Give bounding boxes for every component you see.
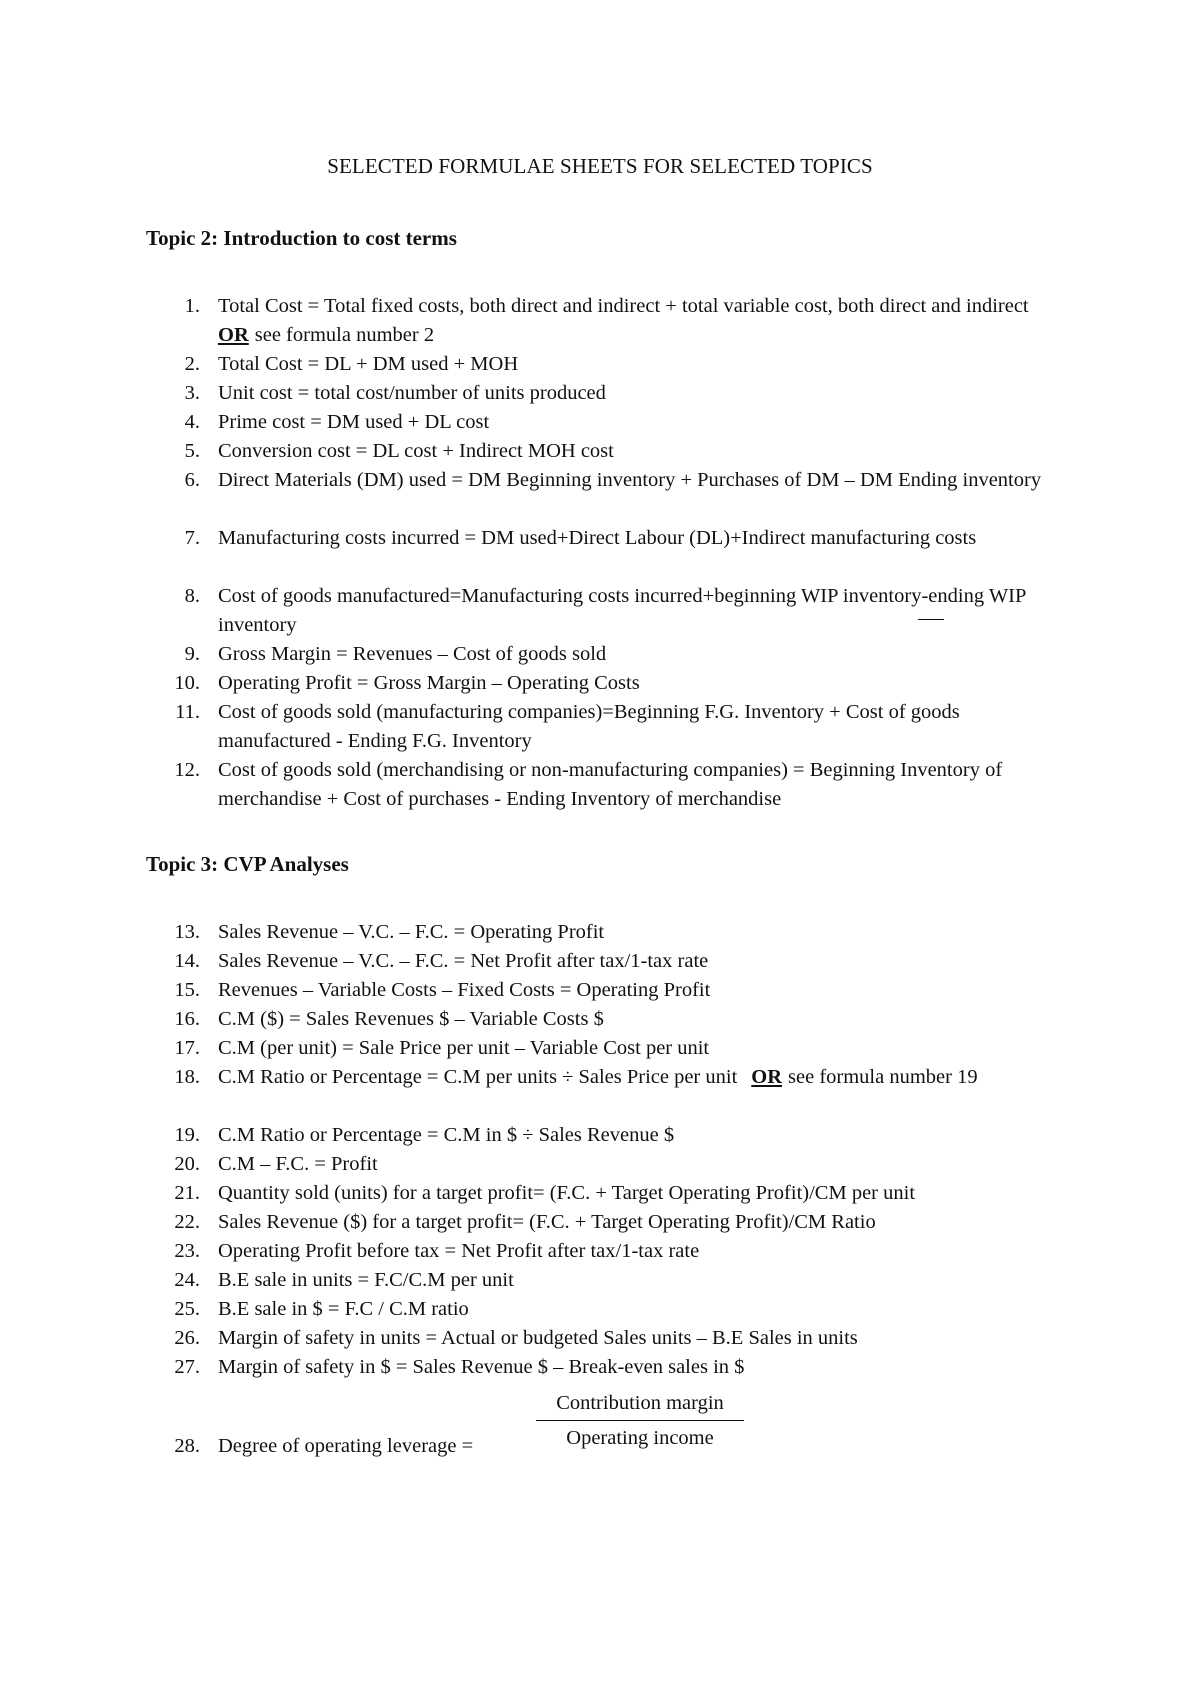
formula-number: 5. — [184, 440, 200, 462]
formula-number: 15. — [174, 979, 200, 1001]
formula-item-17 — [146, 1034, 1076, 1063]
formula-number: 28. — [174, 1435, 200, 1457]
or-marker: OR — [218, 324, 249, 346]
formula-text: Cost of goods sold (manufacturing companies)=Beginning F.G. Inventory + Cost of goods manufactured - Ending F.G. Inventory — [218, 701, 960, 752]
formula-number: 18. — [174, 1066, 200, 1088]
formula-item-11 — [146, 698, 1076, 756]
formula-text: Sales Revenue ($) for a target profit= (F.C. + Target Operating Profit)/CM Ratio — [218, 1211, 876, 1233]
formula-number: 2. — [184, 353, 200, 375]
formula-text: Unit cost = total cost/number of units produced — [218, 382, 606, 404]
formula-number: 20. — [174, 1153, 200, 1175]
formula-item-26 — [146, 1324, 1076, 1353]
formula-number: 25. — [174, 1298, 200, 1320]
formula-item-27 — [146, 1353, 1076, 1382]
formula-item-2 — [146, 350, 1076, 379]
formula-text: Total Cost = DL + DM used + MOH — [218, 353, 519, 375]
formula-text: Total Cost = Total fixed costs, both direct and indirect + total variable cost, both direct and indirectOR see formula number 2 — [218, 295, 1029, 346]
formula-text: Sales Revenue – V.C. – F.C. = Operating Profit — [218, 921, 605, 943]
formula-text: Operating Profit = Gross Margin – Operating Costs — [218, 672, 640, 694]
formula-item-9 — [146, 640, 1076, 669]
formula-item-3 — [146, 379, 1076, 408]
formula-number: 8. — [184, 585, 200, 607]
topic-heading-3: Topic 3: CVP Analyses — [146, 852, 349, 876]
formula-item-21 — [146, 1179, 1076, 1208]
fraction-numerator: Contribution margin — [556, 1392, 724, 1414]
formula-number: 6. — [184, 469, 200, 491]
formula-text: Gross Margin = Revenues – Cost of goods sold — [218, 643, 607, 665]
formula-number: 13. — [174, 921, 200, 943]
formula-text: Quantity sold (units) for a target profit= (F.C. + Target Operating Profit)/CM per unit — [218, 1182, 916, 1204]
formula-text: Operating Profit before tax = Net Profit after tax/1-tax rate — [218, 1240, 700, 1262]
formula-number: 9. — [184, 643, 200, 665]
formula-text: Revenues – Variable Costs – Fixed Costs = Operating Profit — [218, 979, 711, 1001]
formula-item-16 — [146, 1005, 1076, 1034]
fraction-denominator: Operating income — [566, 1427, 714, 1449]
formula-item-8 — [146, 582, 1076, 640]
formula-item-14 — [146, 947, 1076, 976]
formula-text: Direct Materials (DM) used = DM Beginning inventory + Purchases of DM – DM Ending inventory — [218, 469, 1042, 491]
formula-item-19 — [146, 1121, 1076, 1150]
formula-item-4 — [146, 408, 1076, 437]
formula-text: Margin of safety in units = Actual or budgeted Sales units – B.E Sales in units — [218, 1327, 858, 1349]
formula-text: B.E sale in units = F.C/C.M per unit — [218, 1269, 514, 1291]
formula-text: C.M – F.C. = Profit — [218, 1153, 378, 1175]
formula-text: C.M Ratio or Percentage = C.M per units ÷ Sales Price per unit OR see formula number 19 — [218, 1066, 978, 1088]
formula-number: 11. — [175, 701, 200, 723]
formula-text: Margin of safety in $ = Sales Revenue $ – Break-even sales in $ — [218, 1356, 745, 1378]
formula-number: 23. — [174, 1240, 200, 1262]
formula-text: C.M ($) = Sales Revenues $ – Variable Costs $ — [218, 1008, 604, 1030]
formula-number: 12. — [174, 759, 200, 781]
formula-text: Sales Revenue – V.C. – F.C. = Net Profit after tax/1-tax rate — [218, 950, 709, 972]
formula-text: Manufacturing costs incurred = DM used+Direct Labour (DL)+Indirect manufacturing costs — [218, 527, 977, 549]
fraction-bar — [536, 1420, 744, 1421]
dol-fraction — [536, 1388, 744, 1452]
formula-item-1 — [146, 292, 1076, 350]
formula-text: Cost of goods sold (merchandising or non-manufacturing companies) = Beginning Inventory of merchandise + Cost of purchases - Ending Inventory of merchandise — [218, 759, 1003, 810]
formula-text: C.M Ratio or Percentage = C.M in $ ÷ Sales Revenue $ — [218, 1124, 675, 1146]
formula-number: 10. — [174, 672, 200, 694]
formula-item-25 — [146, 1295, 1076, 1324]
formula-number: 3. — [184, 382, 200, 404]
formula-text: Cost of goods manufactured=Manufacturing costs incurred+beginning WIP inventory-ending WIP inventory — [218, 585, 1026, 636]
formula-item-18 — [146, 1063, 1076, 1092]
formula-number: 22. — [174, 1211, 200, 1233]
formula-number: 19. — [174, 1124, 200, 1146]
formula-item-10 — [146, 669, 1076, 698]
formula-number: 4. — [184, 411, 200, 433]
formula-item-7 — [146, 524, 1076, 553]
formula-text: B.E sale in $ = F.C / C.M ratio — [218, 1298, 469, 1320]
formula-text: Conversion cost = DL cost + Indirect MOH cost — [218, 440, 614, 462]
formula-text: C.M (per unit) = Sale Price per unit – Variable Cost per unit — [218, 1037, 710, 1059]
topic-heading-2: Topic 2: Introduction to cost terms — [146, 226, 457, 250]
formula-text: Degree of operating leverage = — [218, 1435, 474, 1457]
formula-item-15 — [146, 976, 1076, 1005]
document-title: SELECTED FORMULAE SHEETS FOR SELECTED TOPICS — [327, 154, 873, 178]
formula-item-20 — [146, 1150, 1076, 1179]
formula-number: 27. — [174, 1356, 200, 1378]
formula-item-5 — [146, 437, 1076, 466]
formula-text: Prime cost = DM used + DL cost — [218, 411, 490, 433]
formula-item-22 — [146, 1208, 1076, 1237]
formula-item-23 — [146, 1237, 1076, 1266]
formula-number: 14. — [174, 950, 200, 972]
formula-item-13 — [146, 918, 1076, 947]
formula-number: 24. — [174, 1269, 200, 1291]
formula-number: 16. — [174, 1008, 200, 1030]
formula-item-6 — [146, 466, 1076, 495]
formula-number: 7. — [184, 527, 200, 549]
formula-item-12 — [146, 756, 1076, 814]
stray-dash-mark — [918, 619, 944, 620]
or-marker: OR — [751, 1066, 783, 1088]
formula-number: 17. — [174, 1037, 200, 1059]
formula-number: 1. — [184, 295, 200, 317]
formula-number: 26. — [174, 1327, 200, 1349]
formula-item-24 — [146, 1266, 1076, 1295]
formula-number: 21. — [174, 1182, 200, 1204]
